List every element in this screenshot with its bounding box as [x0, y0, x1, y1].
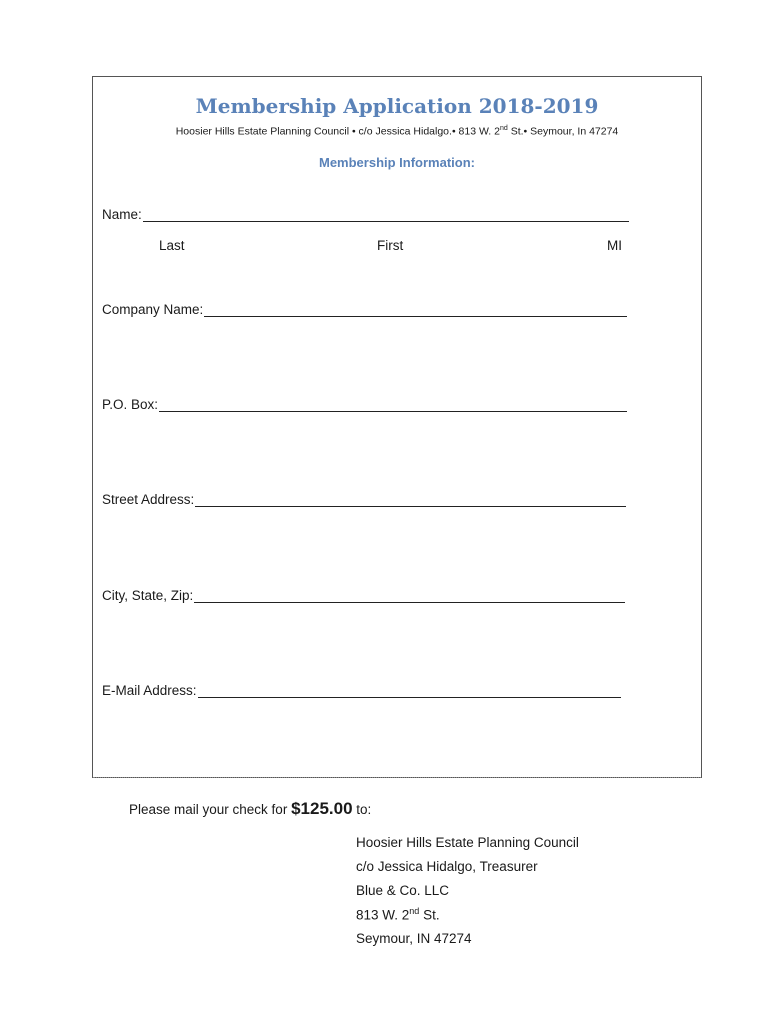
email-field[interactable]: [102, 683, 621, 698]
name-field[interactable]: [102, 207, 629, 222]
street-address-field[interactable]: [102, 492, 626, 507]
first-name-sublabel: First: [377, 238, 404, 253]
city-state-zip-input-line[interactable]: [194, 590, 625, 603]
membership-form: [92, 76, 702, 778]
email-input-line[interactable]: [198, 685, 621, 698]
org-address-line: Hoosier Hills Estate Planning Council • c/o Jessica Hidalgo.• 813 W. 2nd St.• Seymour, In 47274: [175, 125, 619, 138]
last-name-sublabel: Last: [159, 238, 185, 253]
street-address-label: Street Address:: [102, 492, 195, 507]
city-state-zip-label: City, State, Zip:: [102, 588, 194, 603]
po-box-field[interactable]: [102, 397, 627, 412]
mailing-address-line-1: Hoosier Hills Estate Planning Council: [356, 835, 579, 850]
city-state-zip-field[interactable]: [102, 588, 625, 603]
street-address-input-line[interactable]: [195, 494, 626, 507]
section-title: Membership Information:: [318, 155, 475, 170]
mailing-address-line-5: Seymour, IN 47274: [356, 931, 472, 946]
mail-instructions: Please mail your check for $125.00 to:: [129, 799, 372, 818]
po-box-input-line[interactable]: [159, 399, 627, 412]
mailing-address-line-4: 813 W. 2nd St.: [356, 906, 440, 923]
membership-fee: $125.00: [291, 799, 353, 818]
form-title: Membership Application 2018-2019: [195, 94, 599, 118]
po-box-label: P.O. Box:: [102, 397, 159, 412]
email-label: E-Mail Address:: [102, 683, 197, 698]
company-field[interactable]: [102, 302, 627, 317]
company-label: Company Name:: [102, 302, 204, 317]
name-label: Name:: [102, 207, 142, 222]
mailing-address-line-3: Blue & Co. LLC: [356, 883, 450, 898]
middle-initial-sublabel: MI: [607, 238, 622, 253]
company-input-line[interactable]: [204, 304, 627, 317]
name-input-line[interactable]: [143, 209, 629, 222]
mailing-address-line-2: c/o Jessica Hidalgo, Treasurer: [356, 859, 538, 874]
